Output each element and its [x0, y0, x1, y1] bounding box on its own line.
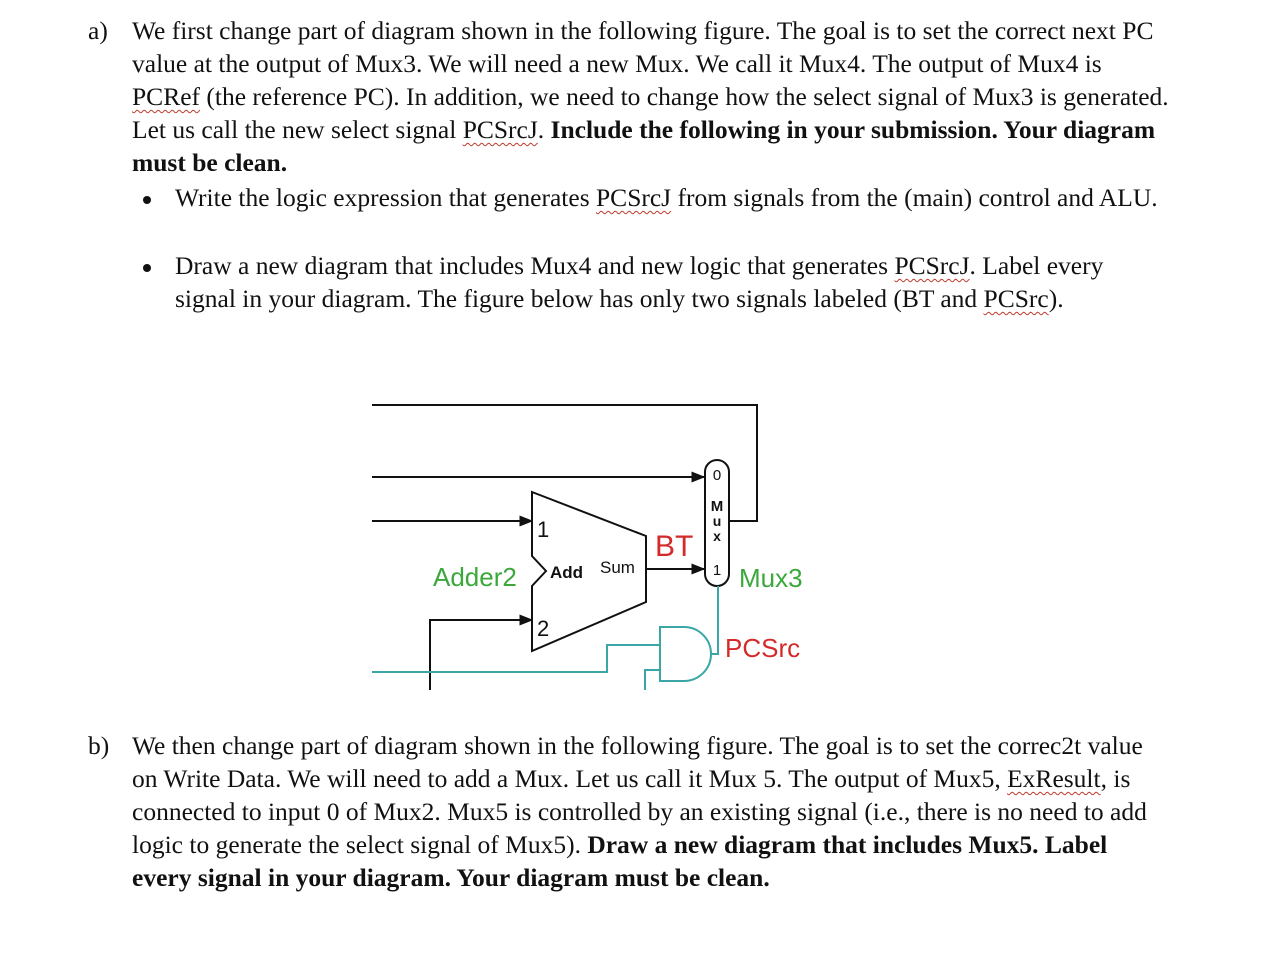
- part-a-text-3: .: [537, 115, 551, 144]
- mux3-label: Mux3: [739, 563, 803, 593]
- bullet-2-text-2: . Label every signal in your diagram. The figure below has only two signals labeled (BT and: [175, 251, 1104, 313]
- control-wire-1: [372, 645, 660, 672]
- part-a-marker: a): [88, 16, 108, 45]
- mux-input-0-label: 0: [712, 467, 722, 484]
- bullet-2-term: PCSrcJ: [894, 251, 970, 280]
- mux-letter-m: M: [710, 498, 724, 515]
- pcsrcj-term: PCSrcJ: [462, 115, 538, 144]
- pcsrc-wire: [711, 586, 718, 654]
- bullet-2-text-1: Draw a new diagram that includes Mux4 and new logic that generates: [175, 251, 895, 280]
- part-b-text: [132, 729, 1172, 894]
- exresult-term: ExResult: [1007, 764, 1101, 793]
- and-gate: [660, 627, 711, 681]
- bullet-1-term: PCSrcJ: [596, 183, 672, 212]
- part-b-text-1: We then change part of diagram shown in the following figure. The goal is to set the correc2t value on Write Data. We will need to add a Mux. Let us call it Mux 5. The output of Mux5,: [132, 731, 1143, 793]
- bullet-2-term-2: PCSrc: [983, 284, 1049, 313]
- bullet-1-text-2: from signals from the (main) control and ALU.: [671, 183, 1158, 212]
- adder2-label: Adder2: [433, 562, 517, 592]
- bullet-2-text-3: ).: [1048, 284, 1064, 313]
- sum-label: Sum: [600, 558, 635, 577]
- pcref-term: PCRef: [132, 82, 201, 111]
- input-2-label: 2: [537, 616, 550, 641]
- adder-input-2-wire: [430, 620, 532, 690]
- mux-letter-u: u: [712, 513, 722, 529]
- mux-letter-x: x: [713, 528, 721, 544]
- mux-input-1-label: 1: [712, 562, 722, 579]
- control-wire-2: [645, 670, 660, 690]
- add-label: Add: [550, 563, 584, 582]
- input-1-label: 1: [537, 517, 550, 542]
- bt-label: BT: [655, 530, 694, 563]
- part-b-text-2: , is connected to input 0 of Mux2. Mux5 is controlled by an existing signal (i.e., there is no need to add logic to generate the select signal of Mux5).: [132, 764, 1147, 859]
- part-a-text-2: (the reference PC). In addition, we need to change how the select signal of Mux3 is generated. Let us call the new select signal: [132, 82, 1169, 144]
- part-b-instruction: Draw a new diagram that includes Mux5. Label every signal in your diagram. Your diagram must be clean.: [132, 830, 1108, 892]
- part-a-instruction: Include the following in your submission. Your diagram must be clean.: [132, 115, 1156, 177]
- bullet-1-text-1: Write the logic expression that generates: [175, 183, 596, 212]
- pcsrc-label: PCSrc: [725, 633, 801, 663]
- part-b-marker: b): [88, 731, 110, 760]
- part-a-text-1: We first change part of diagram shown in the following figure. The goal is to set the correct next PC value at the output of Mux3. We will need a new Mux. We call it Mux4. The output of Mux4 is: [132, 16, 1154, 78]
